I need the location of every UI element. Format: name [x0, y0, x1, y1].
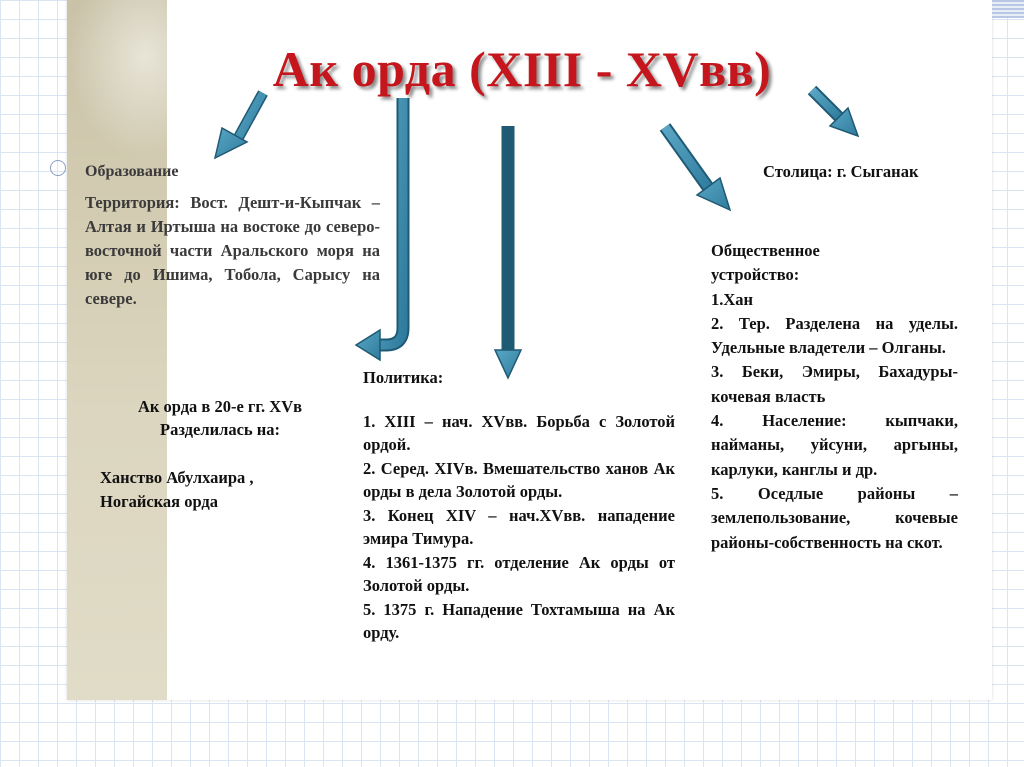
policy-item: 5. 1375 г. Нападение Тохтамыша на Ак орду.: [363, 599, 675, 642]
subdivision-item: Ногайская орда: [100, 492, 219, 511]
subdivision-list: [100, 466, 340, 514]
policy-item: 3. Конец XIV – нач.XVвв. нападение эмира Тимура.: [363, 505, 675, 548]
policy-item: 2. Серед. XIVв. Вмешательство ханов Ак орды в дела Золотой орды.: [363, 458, 675, 501]
slide-title: Ак орда (XIII - XVвв): [272, 41, 772, 97]
arrow-down-policy-icon: [495, 126, 521, 378]
policy-item: 1. XIII – нач. XVвв. Борьба с Золотой ордой.: [363, 411, 675, 454]
arrow-to-capital-icon: [812, 90, 858, 136]
subdivision-heading-line2: Разделилась на:: [159, 420, 281, 439]
policy-block: [363, 366, 675, 645]
society-item: 5. Оседлые районы – землепользование, кочевые районы-собственность на скот.: [711, 483, 958, 552]
society-item: 3. Беки, Эмиры, Бахадуры-кочевая власть: [711, 362, 958, 406]
subdivision-heading: [95, 395, 345, 441]
subdivision-item: Ханство Абулхаира ,: [100, 468, 254, 487]
policy-item: 4. 1361-1375 гг. отделение Ак орды от Золотой орды.: [363, 552, 675, 595]
society-item: 2. Тер. Разделена на уделы. Удельные владетели – Олганы.: [711, 313, 958, 358]
society-item: 1.Хан: [711, 289, 754, 309]
policy-heading: Политика:: [363, 368, 444, 387]
formation-label: Образование: [85, 163, 179, 180]
arrow-to-society-icon: [665, 127, 730, 210]
subdivision-heading-line1: Ак орда в 20-е гг. XVв: [137, 397, 303, 416]
territory-text: Территория: Вост. Дешт-и-Кыпчак – Алтая и Иртыша на востоке до северо-восточной части Аральского моря на юге до Ишима, Тобола, Сарысу на севере.: [85, 193, 380, 308]
arrow-to-formation-icon: [215, 93, 263, 158]
capital-text: Столица: г. Сыганак: [763, 162, 919, 181]
society-heading: Общественное устройство:: [711, 241, 820, 285]
society-item: 4. Население: кыпчаки, найманы, уйсуни, аргыны, карлуки, канглы и др.: [711, 411, 958, 479]
society-block: [711, 239, 958, 555]
